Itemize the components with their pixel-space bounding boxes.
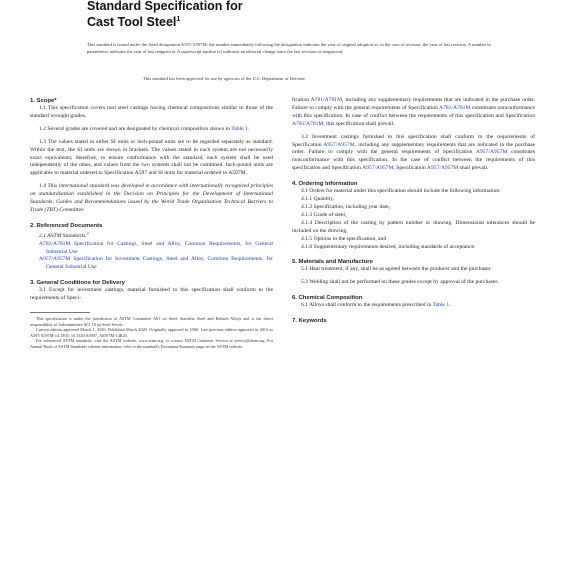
paragraph-1-2-end: .: [247, 125, 250, 132]
item-4-1-6: 4.1.6 Supplementary requirements desired, including standards of acceptance.: [301, 243, 476, 250]
reference-code-a781[interactable]: A781/A781M: [39, 240, 71, 247]
a957-link-1[interactable]: A957/A957M: [323, 141, 355, 148]
p32-text-d: , Specification: [393, 165, 427, 172]
right-column: [292, 97, 535, 325]
section-1-heading: 1. Scope*: [30, 98, 57, 104]
item-4-1-1: 4.1.1 Quantity,: [301, 196, 335, 203]
section-2-heading: 2. Referenced Documents: [30, 222, 103, 229]
item-4-1-4: 4.1.4 Description of the casting by pattern number or drawing. Dimensional tolerances should be included on the drawing,: [292, 219, 535, 234]
paragraph-2-1: [30, 230, 273, 241]
paragraph-1-2-text: 1.2 Several grades are covered and are designated by chemical composition shown in: [39, 125, 232, 132]
table-1-link-2[interactable]: Table 1: [432, 302, 450, 309]
document-title: [87, 0, 387, 29]
p31c-text-d: , this specification shall prevail.: [323, 120, 395, 127]
paragraph-3-2: [292, 134, 535, 174]
section-4-heading: 4. Ordering Information: [292, 181, 358, 188]
a957-link-3[interactable]: A957/A957M: [362, 165, 394, 172]
p31c-text-a: fication: [292, 97, 311, 103]
reference-item-a781[interactable]: [30, 241, 273, 257]
title-line-2: [87, 13, 387, 29]
title-line-1: Standard Specification for: [87, 0, 243, 13]
table-1-link[interactable]: Table 1: [231, 125, 248, 132]
p32-text-a: 3.2 Investment castings furnished to this specification shall conform to the requirements of Specification: [292, 133, 535, 148]
item-4-1-2: 4.1.2 Specification, including year date,: [301, 203, 391, 210]
a957-link-2[interactable]: A957/A957M: [475, 149, 508, 156]
p61-end: .: [449, 302, 451, 309]
title-line-2-text: Cast Tool Steel: [87, 15, 177, 30]
paragraph-1-3: 1.3 The values stated in either SI units or inch-pound units are to be regarded separately as standard. Within the text, the SI units are shown in brackets. The values stated in each system are not necessarily exact equivalents; therefore, to ensure conformance with the standard, each system shall be used independently of the other, and values from the two systems shall not be combined. Inch-pound units are applicable to material ordered to Specification A597 and SI units for material ordered to A597M.: [30, 138, 273, 177]
a781-link-1[interactable]: A781/A781M: [310, 97, 343, 103]
p32-text-c: constitutes nonconformance with this specification. In the case of conflict between the requirements of this specification and Specification: [292, 149, 535, 172]
footnote-divider: [30, 312, 90, 313]
footnote-1: This specification is under the jurisdiction of ASTM Committee A01 on Steel, Stainless Steel and Related Alloys and is the direct responsibility of Subcommittee A01.18 on Steel Jewels.: [30, 316, 273, 327]
paragraph-5-1: 5.1 Heat treatment, if any, shall be as agreed between the producer and the purchaser.: [301, 266, 492, 273]
footnote-1-edition: Current edition approved March 1, 2020. Published March 2020. Originally approved in 1968. Last previous edition approved in 2014 as A597/A597M-14. DOI: 10.1520/A0597_A0597M-14R20.: [30, 327, 273, 338]
item-4-1-3: 4.1.3 Grade of steel,: [301, 211, 347, 218]
paragraph-2-1-text: 2.1 ASTM Standards:: [39, 232, 88, 239]
dod-approval-notice: This standard has been approved for use by agencies of the U.S. Department of Defense.: [143, 76, 306, 81]
item-4-1-5: 4.1.5 Options in the specification, and: [301, 235, 387, 242]
paragraph-5-2: 5.2 Welding shall not be performed on these grades except by approval of the purchaser.: [301, 279, 499, 286]
a957-link-4[interactable]: A957/A957M: [426, 165, 459, 172]
paragraph-3-1-continued: [292, 97, 535, 129]
a781-link-3[interactable]: A781/A781M: [292, 120, 324, 127]
paragraph-1-2: [30, 126, 273, 134]
p32-text-b: , including any supplementary requirements that are indicated in the purchase order. Failure to comply with the general requirements of Specification: [292, 141, 535, 156]
section-5-heading: 5. Materials and Manufacture: [292, 259, 373, 266]
paragraph-1-1: 1.1 This specification covers tool steel castings having chemical compositions similar to those of the standard wrought grades.: [30, 105, 273, 119]
footnote-2: For referenced ASTM standards, visit the ASTM website, www.astm.org, or contact ASTM Customer Service at service@astm.org. For Annual Book of ASTM Standards volume information, refer to the standard's Document Summary page on the ASTM website.: [30, 338, 273, 350]
footnote-mark-2: 2: [87, 230, 89, 235]
issuance-notice: This standard is issued under the fixed designation A597/A597M; the number immediately following the designation indicates the year of original adoption or, in the case of revision, the year of last revision. A number in parentheses indicates the year of last reapproval. A superscript epsilon (ε) indicates an editorial change since the last revision or reapproval.: [87, 42, 491, 54]
p61-text: 6.1 Alloys shall conform to the requirements prescribed in: [301, 302, 433, 309]
reference-code-a957[interactable]: A957/A957M: [39, 256, 71, 263]
left-column: [30, 97, 273, 350]
reference-title-a781[interactable]: Specification for Castings, Steel and Alloy, Common Requirements, for General Industrial Use: [46, 240, 273, 255]
paragraph-4-1: 4.1 Orders for material under this specification should include the following information:: [301, 188, 501, 195]
reference-title-a957[interactable]: Specification for Investment Castings, Steel and Alloy, Common Requirements, for General Industrial Use: [46, 256, 273, 271]
title-footnote-mark: 1: [176, 16, 181, 23]
p32-text-e: shall prevail.: [458, 165, 489, 172]
paragraph-6-1: [292, 302, 535, 310]
a781-link-2[interactable]: A781/A781M: [439, 104, 471, 111]
reference-item-a957[interactable]: [30, 256, 273, 272]
section-3-heading: 3. General Conditions for Delivery: [30, 280, 125, 287]
section-6-heading: 6. Chemical Composition: [292, 295, 363, 302]
p31c-text-c: constitutes nonconformance with this specification. In case of conflict between the requirements of this specification and Specification: [292, 104, 535, 119]
paragraph-1-4: 1.4 This international standard was developed in accordance with internationally recognized principles on standardization established in the Decision on Principles for the Development of International Standards, Guides and Recommendations issued by the World Trade Organization Technical Barriers to Trade (TBT) Committee.: [30, 183, 273, 213]
paragraph-3-1: 3.1 Except for investment castings, material furnished to this specification shall conform to the requirements of Speci-: [30, 287, 273, 302]
p31c-text-b: , including any supplementary requirements that are indicated in the purchase order. Failure to comply with the general requirements of Specification: [292, 97, 535, 111]
section-7-heading: 7. Keywords: [292, 318, 327, 325]
